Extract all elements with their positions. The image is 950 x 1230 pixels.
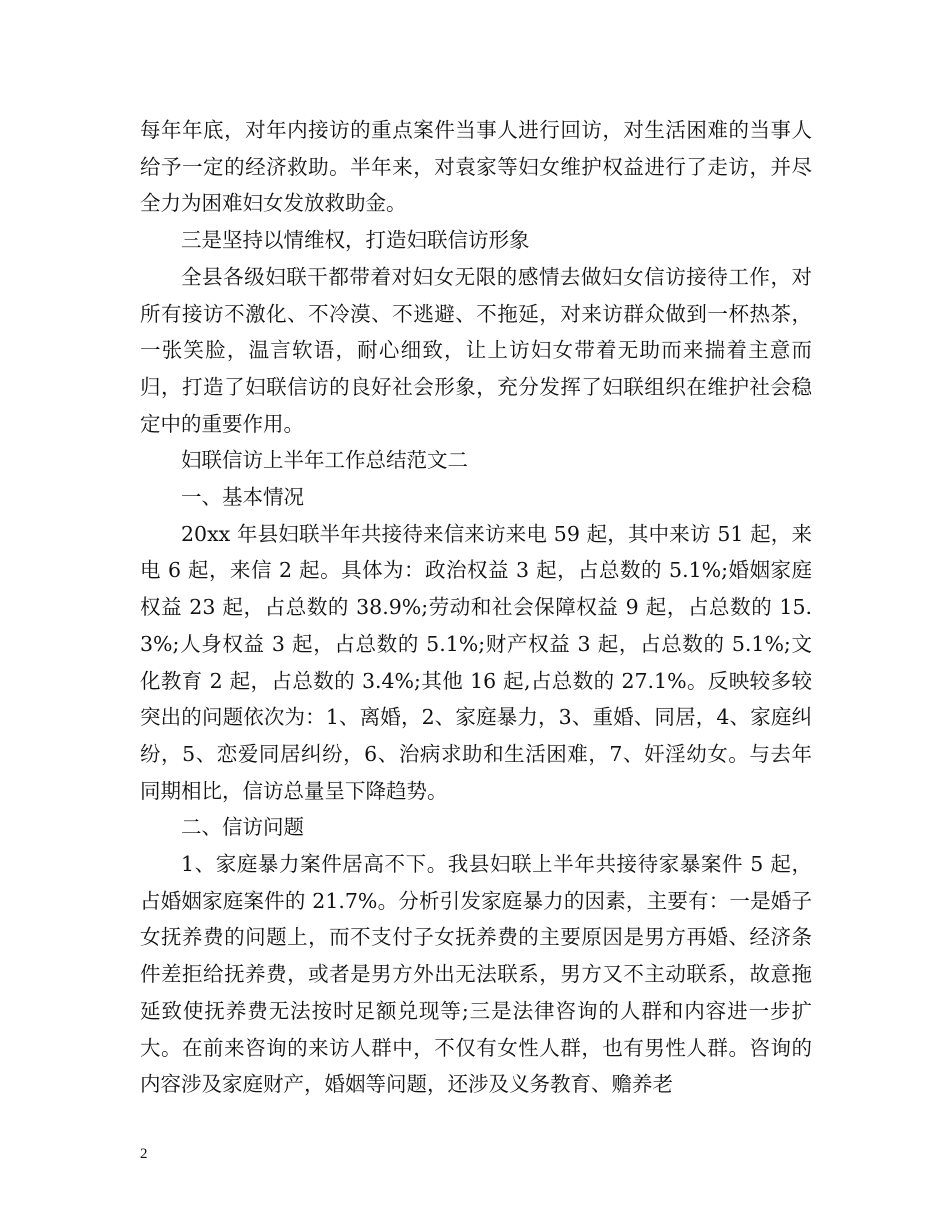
paragraph-1: 每年年底，对年内接访的重点案件当事人进行回访，对生活困难的当事人给予一定的经济救助。半年来，对袁家等妇女维护权益进行了走访，并尽全力为困难妇女发放救助金。 bbox=[140, 118, 812, 216]
paragraph-statistics: 20xx 年县妇联半年共接待来信来访来电 59 起，其中来访 51 起，来电 6 起，来信 2 起。具体为：政治权益 3 起，占总数的 5.1%;婚姻家庭权益 23 起，占总数的 38.9%;劳动和社会保障权益 9 起，占总数的 15.3%;人身权益 3 起，占总数的 5.1%;财产权益 3 起，占总数的 5.1%;文化教育 2 起，占总数的 3.4%;其他 16 起,占总数的 27.1%。反映较多较突出的问题依次为：1、离婚，2、家庭暴力，3、重婚、同居，4、家庭纠纷，5、恋爱同居纠纷，6、治病求助和生活困难，7、奸淫幼女。与去年同期相比，信访总量呈下降趋势。 bbox=[140, 521, 812, 803]
section-title: 妇联信访上半年工作总结范文二 bbox=[181, 448, 468, 473]
heading-basic-situation: 一、基本情况 bbox=[181, 485, 304, 510]
paragraph-domestic-violence: 1、家庭暴力案件居高不下。我县妇联上半年共接待家暴案件 5 起，占婚姻家庭案件的 21.7%。分析引发家庭暴力的因素，主要有：一是婚子女抚养费的问题上，而不支付子女抚养费的主要原因是男方再婚、经济条件差拒给抚养费，或者是男方外出无法联系，男方又不主动联系，故意拖延致使抚养费无法按时足额兑现等;三是法律咨询的人群和内容进一步扩大。在前来咨询的来访人群中，不仅有女性人群，也有男性人群。咨询的内容涉及家庭财产，婚姻等问题，还涉及义务教育、赡养老 bbox=[140, 852, 812, 1097]
paragraph-3: 全县各级妇联干都带着对妇女无限的感情去做妇女信访接待工作，对所有接访不激化、不冷漠、不逃避、不拖延，对来访群众做到一杯热茶，一张笑脸，温言软语，耐心细致，让上访妇女带着无助而来揣着主意而归，打造了妇联信访的良好社会形象，充分发挥了妇联组织在维护社会稳定中的重要作用。 bbox=[140, 264, 812, 436]
page-number: 2 bbox=[140, 1146, 148, 1162]
paragraph-2: 三是坚持以情维权，打造妇联信访形象 bbox=[181, 228, 530, 253]
body-text bbox=[140, 112, 812, 1103]
heading-petition-issues: 二、信访问题 bbox=[181, 815, 304, 840]
